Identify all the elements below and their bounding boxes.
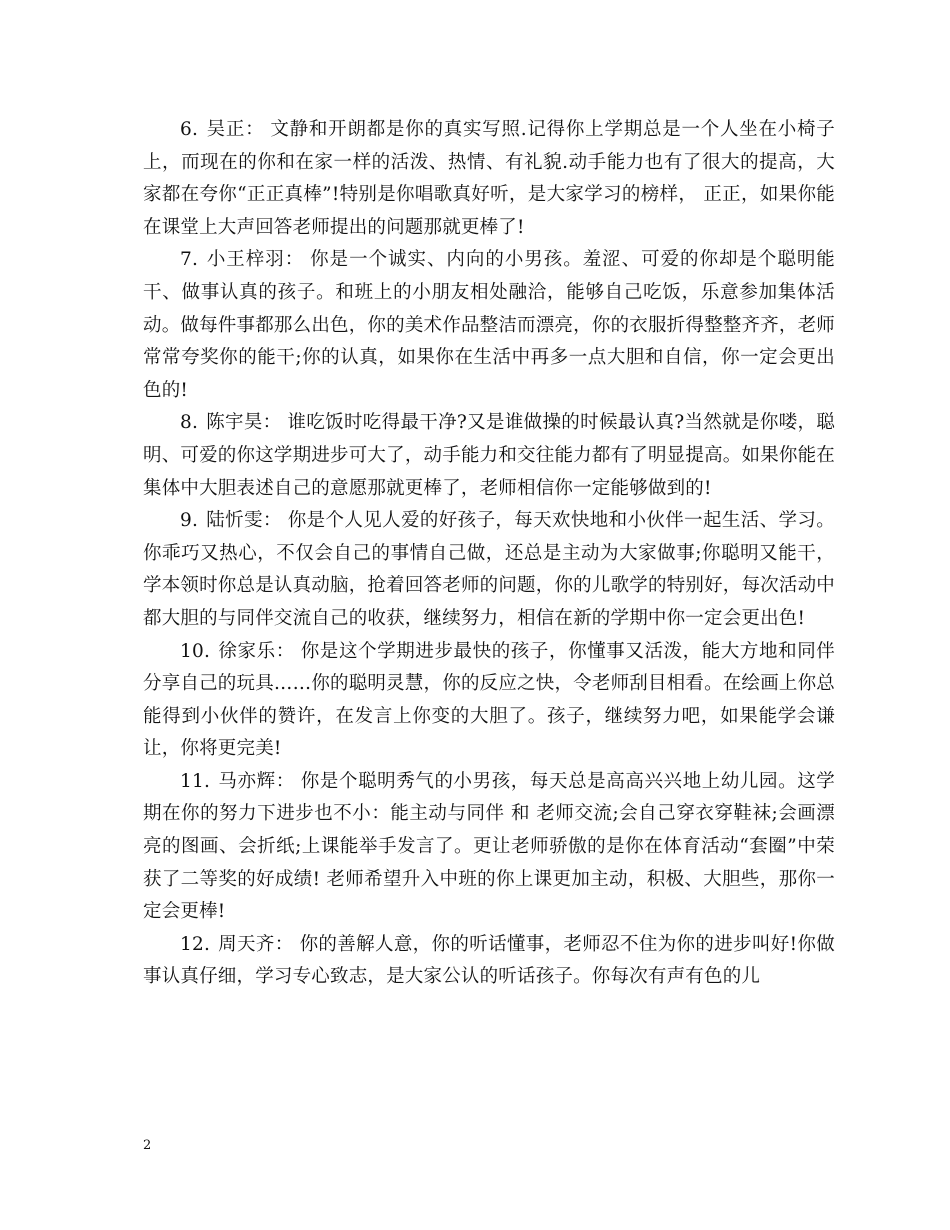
entry-text: 你的善解人意，你的听话懂事，老师忍不住为你的进步叫好!你做事认真仔细，学习专心致志，是大家公认的听话孩子。你每次有声有色的儿 — [143, 933, 835, 988]
entry-number: 9. — [180, 510, 199, 532]
entry-number: 10. — [180, 640, 211, 662]
comment-entry-6 — [143, 114, 835, 244]
entry-text: 你是这个学期进步最快的孩子，你懂事又活泼，能大方地和同伴分享自己的玩具……你的聪明灵慧，你的反应之快，令老师刮目相看。在绘画上你总能得到小伙伴的赞许，在发言上你变的大胆了。孩子，继续努力吧，如果能学会谦让，你将更完美! — [143, 640, 835, 760]
student-name: 小王梓羽： — [206, 249, 305, 271]
student-name: 吴正： — [206, 119, 265, 140]
entry-text: 谁吃饭时吃得最干净?又是谁做操的时候最认真?当然就是你喽，聪明、可爱的你这学期进步可大了，动手能力和交往能力都有了明显提高。如果你能在集体中大胆表述自己的意愿那就更棒了，老师相信你一定能够做到的! — [143, 412, 835, 499]
student-name: 徐家乐： — [218, 640, 295, 662]
comment-entry-11 — [143, 766, 835, 929]
entry-number: 6. — [180, 119, 199, 140]
entry-number: 12. — [180, 933, 211, 955]
entry-text: 文静和开朗都是你的真实写照.记得你上学期总是一个人坐在小椅子上，而现在的你和在家一样的活泼、热情、有礼貌.动手能力也有了很大的提高，大家都在夸你“正正真棒”!特别是你唱歌真好听，是大家学习的榜样， 正正，如果你能在课堂上大声回答老师提出的问题那就更棒了! — [143, 119, 835, 238]
student-name: 陈宇昊： — [206, 412, 282, 434]
page-number: 2 — [143, 1138, 152, 1153]
student-name: 周天齐： — [218, 933, 294, 955]
entry-text: 你是个聪明秀气的小男孩，每天总是高高兴兴地上幼儿园。这学期在你的努力下进步也不小：能主动与同伴 和 老师交流;会自己穿衣穿鞋袜;会画漂亮的图画、会折纸;上课能举手发言了。更让老师骄傲的是你在体育活动“套圈”中荣获了二等奖的好成绩! 老师希望升入中班的你上课更加主动，积极、大胆些，那你一定会更棒! — [143, 770, 835, 923]
comment-entry-8 — [143, 407, 835, 505]
student-name: 陆忻雯： — [206, 510, 282, 532]
comment-entry-7 — [143, 244, 835, 407]
entry-number: 8. — [180, 412, 199, 434]
entry-text: 你是一个诚实、内向的小男孩。羞涩、可爱的你却是个聪明能干、做事认真的孩子。和班上的小朋友相处融洽，能够自己吃饭，乐意参加集体活动。做每件事都那么出色，你的美术作品整洁而漂亮，你的衣服折得整整齐齐，老师常常夸奖你的能干;你的认真，如果你在生活中再多一点大胆和自信，你一定会更出色的! — [143, 249, 835, 401]
document-body — [143, 114, 835, 994]
entry-text: 你是个人见人爱的好孩子，每天欢快地和小伙伴一起生活、学习。你乖巧又热心，不仅会自己的事情自己做，还总是主动为大家做事;你聪明又能干，学本领时你总是认真动脑，抢着回答老师的问题，你的儿歌学的特别好，每次活动中都大胆的与同伴交流自己的收获，继续努力，相信在新的学期中你一定会更出色! — [143, 510, 835, 629]
entry-number: 7. — [180, 249, 199, 271]
entry-number: 11. — [180, 770, 211, 792]
student-name: 马亦辉： — [218, 770, 295, 792]
comment-entry-10 — [143, 636, 835, 766]
comment-entry-12 — [143, 929, 835, 994]
comment-entry-9 — [143, 505, 835, 635]
